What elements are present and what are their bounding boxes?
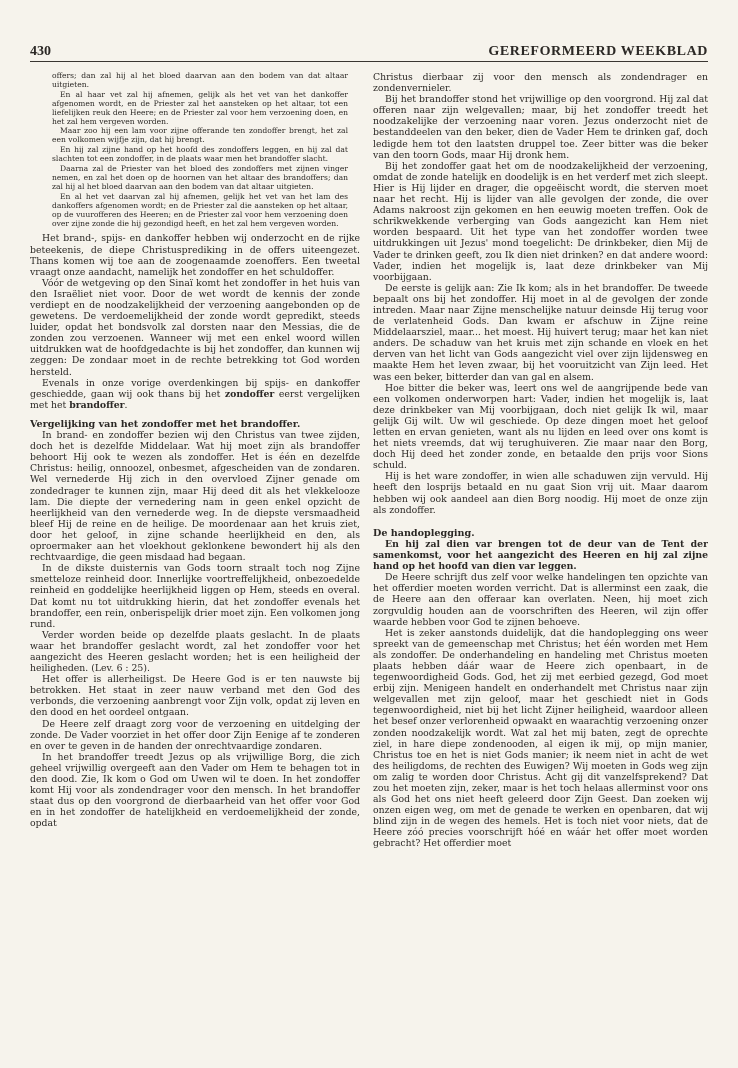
section-heading-vergelijking: Vergelijking van het zondoffer met het brandoffer. <box>30 418 301 430</box>
body-paragraph: Bij het brandoffer stond het vrijwillige op den voorgrond. Hij zal dat offeren naar zijn welgevallen; maar, bij het zondoffer treedt het noodzakelijke der verzoening naar voren. Jezus onderzocht niet de bestanddeelen van den beker, dien de Vader Hem te drinken gaf, doch ledigde hem tot den laatsten druppel toe. Zeer bitter was die beker van den toorn Gods, maar Hij dronk hem. <box>373 94 708 161</box>
body-paragraph: Christus dierbaar zij voor den mensch als zondendrager en zondenvernieler. <box>373 72 708 95</box>
body-paragraph: Evenals in onze vorige overdenkingen bij spijs- en dankoffer geschiedde, gaan wij ook thans bij het zondoffer eerst vergelijken met het brandoffer. <box>30 377 360 411</box>
quote-paragraph: En al het vet daarvan zal hij afnemen, gelijk het vet van het lam des dankoffers afgenomen wordt; en de Priester zal die aansteken op het altaar, op de vuurofferen des Heeren; en de Priester zal voor hem verzoening doen over zijne zonde die hij gezondigd heeft, en het zal hem vergeven worden. <box>52 191 348 228</box>
body-paragraph: Hoe bitter die beker was, leert ons wel de aangrijpende bede van een volkomen onderworpen hart: Vader, indien het mogelijk is, laat deze drinkbeker van Mij voorbijgaan, doch niet gelijk Ik wil, maar gelijk Gij wilt. Uw wil geschiede. Op deze dingen moet het geloof letten en ervan genieten, want als nu lijden en leed over ons komt is het niets vreemds, dat wij terughuiveren. Zie maar naar den Borg, doch Hij deed het zonder zonde, en betaalde den prijs voor Sions schuld. <box>373 382 708 472</box>
right-body <box>373 72 708 850</box>
body-paragraph: In de dikste duisternis van Gods toorn straalt toch nog Zijne smetteloze reinheid door. Innerlijke voortreffelijkheid, onbezoedelde reinheid en goddelijke heerlijkheid liggen op Hem, steeds en overal. Dat komt nu tot uitdrukking hierin, dat het zondoffer evenals het brandoffer, een rein, onberispelijk drier moet zijn. Een volkomen jong rund. <box>30 563 360 630</box>
body-paragraph: Het brand-, spijs- en dankoffer hebben wij onderzocht en de rijke beteekenis, de diepe Christusprediking in de offers uiteengezet. Thans komen wij toe aan de zoogenaamde zoenoffers. Een tweetal vraagt onze aandacht, namelijk het zondoffer en het schuldoffer. <box>30 233 360 278</box>
quote-paragraph: En al haar vet zal hij afnemen, gelijk als het vet van het dankoffer afgenomen wordt, en de Priester zal het aansteken op het altaar, tot een liefelijken reuk den Heere; en de Priester zal voor hem verzoening doen, en het zal hem vergeven worden. <box>52 89 348 126</box>
body-paragraph: In brand- en zondoffer bezien wij den Christus van twee zijden, doch het is dezelfde Middelaar. Wat hij moet zijn als brandoffer behoort Hij ook te wezen als zondoffer. Het is één en dezelfde Christus: heilig, onnoozel, onbesmet, afgescheiden van de zondaren. Wel vernederde Hij zich in den overvloed Zijner genade om zondedrager te kunnen zijn, maar Hij deed dit als het vlekkelooze lam. Die diepte der vernedering nam in geen enkel opzicht de heerlijkheid van den vernederde weg. In de diepste versmaadheid bleef Hij de reine en de heilige. De moordenaar aan het kruis ziet, door het geloof, in zijne schande heerlijkheid en den, als oproermaker aan het vloekhout geklonkene bewondert hij als den rechtvaardige, die geen misdaad had begaan. <box>30 430 360 564</box>
right-column <box>373 72 708 1068</box>
left-body <box>30 233 360 829</box>
section-heading-handoplegging: De handoplegging. <box>373 527 475 539</box>
body-paragraph: De eerste is gelijk aan: Zie Ik kom; als in het brandoffer. De tweede bepaalt ons bij het zondoffer. Hij moet in al de gevolgen der zonde intreden. Maar naar Zijne menschelijke natuur deinsde Hij terug voor de verlatenheid Gods. Dan kwam er afschuw in Zijne reine Middelaarsziel, maar... het moest. Hij huivert terug; maar het kan niet anders. De schaduw van het kruis met zijn schande en vloek en het derven van het licht van Gods aangezicht viel over zijn lijdensweg en maakte Hem het leven zwaar, bij het vooruitzicht van Zijn leed. Het was een beker, bitterder dan van gal en alsem. <box>373 282 708 383</box>
emphasis-brandoffer: brandoffer <box>69 399 125 411</box>
quote-paragraph: Maar zoo hij een lam voor zijne offerande ten zondoffer brengt, het zal een volkomen wijfje zijn, dat hij brengt. <box>52 126 348 145</box>
body-paragraph: In het brandoffer treedt Jezus op als vrijwillige Borg, die zich geheel vrijwillig overgeeft aan den Vader om Hem te behagen tot in den dood. Zie, Ik kom o God om Uwen wil te doen. In het zondoffer komt Hij voor als zondendrager voor den mensch. In het brandoffer staat dus op den voorgrond de dierbaarheid van het offer voor God en in het zondoffer de hatelijkheid en verdoemelijkheid der zonde, opdat <box>30 751 360 830</box>
left-column <box>30 72 360 1068</box>
page-number: 430 <box>30 44 51 59</box>
quote-paragraph: offers; dan zal hij al het bloed daarvan aan den bodem van dat altaar uitgieten. <box>52 72 348 89</box>
quote-paragraph: En hij zal zijne hand op het hoofd des zondoffers leggen, en hij zal dat slachten tot een zondoffer, in de plaats waar men het brandoffer slacht. <box>52 145 348 164</box>
body-paragraph: Verder worden beide op dezelfde plaats geslacht. In de plaats waar het brandoffer geslacht wordt, zal het zondoffer voor het aangezicht des Heeren geslacht worden; het is een heiligheid der heiligheden. (Lev. 6 : 25). <box>30 629 360 675</box>
body-paragraph: Het offer is allerheiligst. De Heere God is er ten nauwste bij betrokken. Het staat in zeer nauw verband met den God des verbonds, die verzoening aanbrengt voor Zijn volk, opdat zij leven en den dood en het oordeel ontgaan. <box>30 674 360 719</box>
body-paragraph: De Heere zelf draagt zorg voor de verzoening en uitdelging der zonde. De Vader voorziet in het offer door Zijn Eenige af te zonderen en over te geven in de handen der onrechtvaardige zondaren. <box>30 718 360 752</box>
emphasis-zondoffer: zondoffer <box>224 388 275 400</box>
body-paragraph: Het is zeker aanstonds duidelijk, dat die handoplegging ons weer spreekt van de gemeenschap met Christus; het één worden met Hem als zondoffer. De onderhandeling en handeling met Christus moeten plaats hebben dáár waar de Heere zich openbaart, in de tegenwoordigheid Gods. God, het zij met eerbied gezegd, God moet erbij zijn. Menigeen handelt en onderhandelt met Christus naar zijn welgevallen met zijn geloof, maar het geschiedt niet in Gods tegenwoordigheid, niet bij het licht Zijner heiligheid, waardoor alleen het besef onzer verlorenheid opwaakt en waarachtig verzoening onzer zonden noodzakelijk wordt. Wat zal het mij baten, zegt de oprechte ziel, in hare diepe zondenooden, al eigen ik mij, op mijn manier, Christus toe en het is niet Gods manier; ik neem niet in acht de wet des heiligdoms, de rechten des Euwigen? Wij moeten in Gods weg zijn om zalig te worden door Christus. Acht gij dit vanzelfsprekend? Dat zou het moeten zijn, zeker, maar is het toch helaas allerminst voor ons als God het ons niet heeft geleerd door Zijn Geest. Dan zoeken wij onzen eigen weg, om met de genade te werken en openbaren, dat wij blind zijn in de wegen des hemels. Het is toch niet voor niets, dat de Heere zóó precies voorschrijft hóé en wáár het offer moet worden gebracht? Het offerdier moet <box>373 627 708 850</box>
body-paragraph: Hij is het ware zondoffer, in wien alle schaduwen zijn vervuld. Hij heeft den losprijs betaald en nu gaat Sion vrij uit. Maar daarom hebben wij ook aandeel aan dien Borg noodig. Hij moet de onze zijn als zondoffer. <box>373 471 708 516</box>
quote-paragraph: Daarna zal de Priester van het bloed des zondoffers met zijnen vinger nemen, en zal het doen op de hoornen van het altaar des brandoffers; dan zal hij al het bloed daarvan aan den bodem van dat altaar uitgieten. <box>52 164 348 191</box>
publication-title: GEREFORMEERD WEEKBLAD <box>488 44 708 59</box>
scripture-quote <box>30 72 360 228</box>
body-paragraph: Bij het zondoffer gaat het om de noodzakelijkheid der verzoening, omdat de zonde hatelijk en doodelijk is en het verderf met zich sleept. Hier is Hij lijder en drager, die opgeëischt wordt, die sterven moet naar het recht. Hij is lijder van alle gevolgen der zonde, die over Adams nakroost zijn gekomen en hen eeuwig moeten treffen. Ook de schrikwekkende verberging van Gods aangezicht kan Hem niet worden bespaard. Uit het type van het zondoffer worden twee uitdrukkingen uit Jezus' mond toegelicht: De drinkbeker, dien Mij de Vader te drinken geeft, zou Ik dien niet drinken? en dat andere woord: Vader, indien het mogelijk is, laat deze drinkbeker van Mij voorbijgaan. <box>373 160 708 283</box>
body-paragraph: De Heere schrijft dus zelf voor welke handelingen ten opzichte van het offerdier moeten worden verricht. Dat is allerminst een zaak, die de Heere aan den offeraar kan overlaten. Neen, hij moet zich zorgvuldig houden aan de voorschriften des Heeren, wil zijn offer waarde hebben voor God te zijnen behoeve. <box>373 572 708 628</box>
page-header <box>30 44 708 62</box>
body-paragraph: Vóór de wetgeving op den Sinaï komt het zondoffer in het huis van den Israëliet niet voor. Door de wet wordt de kennis der zonde verdiept en de noodzakelijkheid der verzoening aangebonden op de gewetens. De verdoemelijkheid der zonde wordt gepredikt, steeds luider, opdat het bondsvolk zal dorsten naar den Messias, die de zonden zou verzoenen. Wanneer wij met een enkel woord willen uitdrukken wat de hoofdgedachte is bij het zondoffer, dan kunnen wij zeggen: De zondaar moet in de rechte betrekking tot God worden hersteld. <box>30 277 360 378</box>
lead-scripture: En hij zal dien var brengen tot de deur van de Tent der samenkomst, voor het aangezicht des Heeren en hij zal zijne hand op het hoofd van dien var leggen. <box>373 538 708 573</box>
